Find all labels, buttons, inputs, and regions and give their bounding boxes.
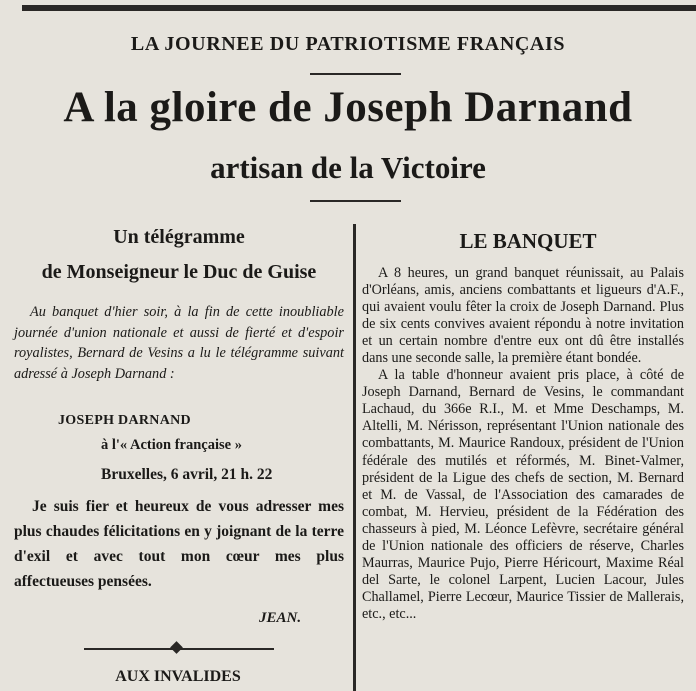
telegram-intro — [14, 302, 344, 384]
banquet-title: LE BANQUET — [459, 229, 597, 253]
banquet-body — [362, 265, 684, 623]
telegram-place-time: Bruxelles, 6 avril, 21 h. 22 — [101, 466, 273, 483]
telegram-title-line2: de Monseigneur le Duc de Guise — [41, 261, 317, 283]
article-headline: A la gloire de Joseph Darnand — [63, 84, 633, 131]
article-kicker: LA JOURNEE DU PATRIOTISME FRANÇAIS — [130, 33, 566, 55]
section-ornament-diamond — [170, 641, 183, 654]
column-divider — [353, 224, 356, 691]
banquet-paragraph-1: A 8 heures, un grand banquet réunissait, au Palais d'Orléans, amis, anciens combattants et ligueurs d'A.F., qui avaient voulu fêter la croix de Joseph Darnand. Plus de six cents convives avaient répondu à notre invitation et un certain nombre d'entre eux ont dû être installés dans une seconde salle, la première étant bondée. — [362, 265, 684, 367]
telegram-message-text: Je suis fier et heureux de vous adresser mes plus chaudes félicitations en y joignant de la terre d'exil et avec tout mon cœur mes plus affectueuses pensées. — [14, 498, 344, 590]
telegram-signature: JEAN. — [259, 610, 302, 626]
telegram-title-line1: Un télégramme — [113, 226, 245, 248]
title-divider-bottom — [310, 200, 401, 202]
masthead-rule — [22, 5, 696, 11]
telegram-intro-text: Au banquet d'hier soir, à la fin de cette inoubliable journée d'union nationale et aussi de fierté et d'espoir royalistes, Bernard de Vesins a lu le télégramme suivant adressé à Joseph Darnand : — [14, 304, 344, 382]
telegram-message — [14, 494, 344, 594]
next-section-heading: AUX INVALIDES — [115, 668, 241, 685]
telegram-recipient-care: à l'« Action française » — [101, 437, 242, 453]
telegram-recipient: JOSEPH DARNAND — [58, 413, 191, 428]
title-divider-top — [310, 73, 401, 75]
article-subheadline: artisan de la Victoire — [210, 150, 486, 185]
banquet-paragraph-2: A la table d'honneur avaient pris place, à côté de Joseph Darnand, Bernard de Vesins, le commandant Lachaud, du 366e R.I., M. et Mme Deschamps, M. Altelli, M. Nérisson, représentant l'Union nationale des combattants, M. Maurice Randoux, président de l'Union fédérale des mutilés et réformés, M. Binet-Valmer, président de la Ligue des chefs de section, M. Bernard et M. de Vassal, de l'Association des camarades de combat, M. Hervieu, président de la Fédération des chasseurs à pied, M. Léonce Lefèvre, secrétaire général de l'Union nationale des officiers de réserve, Charles Maurras, Maurice Pujo, Pierre Héricourt, Maxime Réal del Sarte, le colonel Larpent, Lucien Lacour, Jules Challamel, Pierre Lecœur, Maurice Tissier de Mallerais, etc., etc... — [362, 367, 684, 622]
